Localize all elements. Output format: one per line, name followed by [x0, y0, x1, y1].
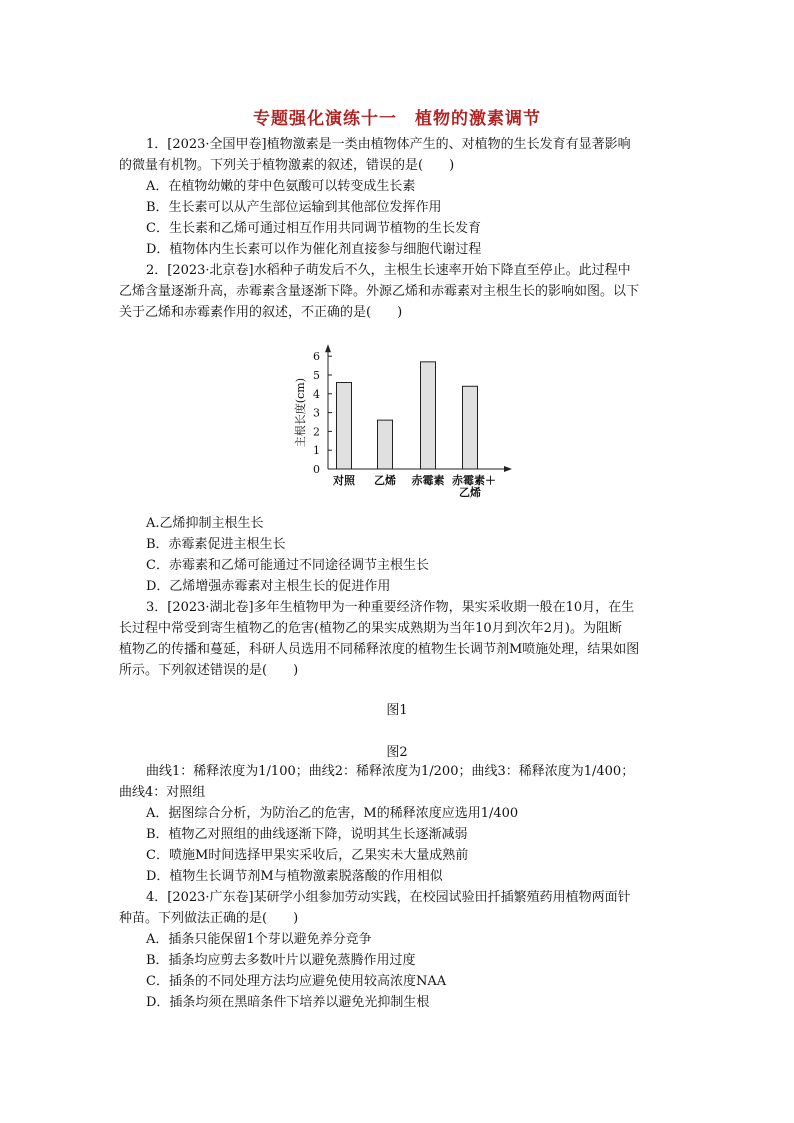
q1-option-a: A．在植物幼嫩的芽中色氨酸可以转变成生长素: [146, 179, 416, 194]
bar: [463, 386, 478, 469]
q3-option-d: D．植物生长调节剂M与植物激素脱落酸的作用相似: [146, 869, 443, 884]
x-axis-arrow-icon: [504, 466, 512, 472]
q1-stem-line2: 的微量有机物。下列关于植物激素的叙述，错误的是( ): [119, 158, 455, 173]
y-tick-label: 6: [313, 350, 320, 364]
q2-option-d: D．乙烯增强赤霉素对主根生长的促进作用: [146, 579, 391, 594]
bar: [378, 420, 393, 469]
x-tick-label: 乙烯: [459, 486, 481, 499]
q3-legend-line1: 曲线1：稀释浓度为1/100；曲线2：稀释浓度为1/200；曲线3：稀释浓度为1/400；: [146, 764, 635, 779]
q3-stem-line2: 长过程中常受到寄生植物乙的危害(植物乙的果实成熟期为当年10月到次年2月)。为阻断: [119, 621, 622, 636]
y-tick-label: 3: [313, 406, 320, 420]
figure-1-caption: 图1: [386, 703, 408, 718]
q3-legend-line2: 曲线4：对照组: [119, 785, 206, 800]
q2-option-c: C．赤霉素和乙烯可能通过不同途径调节主根生长: [146, 558, 429, 573]
q4-option-c: C．插条的不同处理方法均应避免使用较高浓度NAA: [146, 974, 447, 989]
q3-option-c: C．喷施M时间选择甲果实采收后，乙果实未大量成熟前: [146, 848, 469, 863]
y-tick-label: 2: [313, 425, 320, 439]
y-tick-label: 1: [313, 444, 320, 458]
q1-option-b: B．生长素可以从产生部位运输到其他部位发挥作用: [146, 200, 442, 215]
q1-stem-line1: 1．[2023·全国甲卷]植物激素是一类由植物体产生的、对植物的生长发育有显著影响: [146, 137, 631, 152]
q3-option-b: B．植物乙对照组的曲线逐渐下降，说明其生长逐渐减弱: [146, 827, 468, 842]
bar: [421, 362, 436, 469]
y-tick-label: 5: [313, 369, 320, 382]
x-tick-label: 对照: [333, 474, 355, 487]
figure-2-caption: 图2: [386, 745, 408, 760]
q3-stem-line4: 所示。下列叙述错误的是( ): [119, 663, 299, 678]
x-tick-label: 赤霉素＋: [452, 474, 496, 487]
q2-option-b: B．赤霉素促进主根生长: [146, 537, 286, 552]
q1-option-c: C．生长素和乙烯可通过相互作用共同调节植物的生长发育: [146, 221, 481, 236]
page-title: 专题强化演练十一 植物的激素调节: [253, 109, 541, 129]
x-tick-label: 乙烯: [374, 474, 396, 487]
q1-option-d: D．植物体内生长素可以作为催化剂直接参与细胞代谢过程: [146, 242, 482, 257]
q2-option-a: A.乙烯抑制主根生长: [146, 516, 264, 531]
y-tick-label: 0: [313, 463, 320, 476]
q4-stem-line1: 4．[2023·广东卷]某研学小组参加劳动实践，在校园试验田扦插繁殖药用植物两面针: [146, 890, 631, 905]
y-tick-label: 4: [313, 387, 320, 401]
bar-chart: [290, 340, 520, 505]
q4-option-a: A．插条只能保留1个芽以避免养分竞争: [146, 932, 372, 947]
q4-stem-line2: 种苗。下列做法正确的是( ): [119, 911, 299, 926]
q2-stem-line3: 关于乙烯和赤霉素作用的叙述，不正确的是( ): [119, 305, 403, 320]
q4-option-d: D．插条均须在黑暗条件下培养以避免光抑制生根: [146, 995, 430, 1010]
bar: [337, 383, 352, 469]
y-axis-arrow-icon: [325, 344, 331, 352]
q4-option-b: B．插条均应剪去多数叶片以避免蒸腾作用过度: [146, 953, 416, 968]
x-tick-label: 赤霉素: [411, 474, 445, 487]
q3-stem-line1: 3．[2023·湖北卷]多年生植物甲为一种重要经济作物，果实采收期一般在10月，在生: [146, 600, 635, 615]
q3-stem-line3: 植物乙的传播和蔓延，科研人员选用不同稀释浓度的植物生长调节剂M喷施处理，结果如图: [119, 642, 640, 657]
q2-stem-line2: 乙烯含量逐渐升高，赤霉素含量逐渐下降。外源乙烯和赤霉素对主根生长的影响如图。以下: [119, 284, 640, 299]
y-axis-label: 主根长度(cm): [294, 378, 307, 448]
q2-stem-line1: 2．[2023·北京卷]水稻种子萌发后不久，主根生长速率开始下降直至停止。此过程中: [146, 263, 631, 278]
q3-option-a: A．据图综合分析，为防治乙的危害，M的稀释浓度应选用1/400: [146, 806, 519, 821]
